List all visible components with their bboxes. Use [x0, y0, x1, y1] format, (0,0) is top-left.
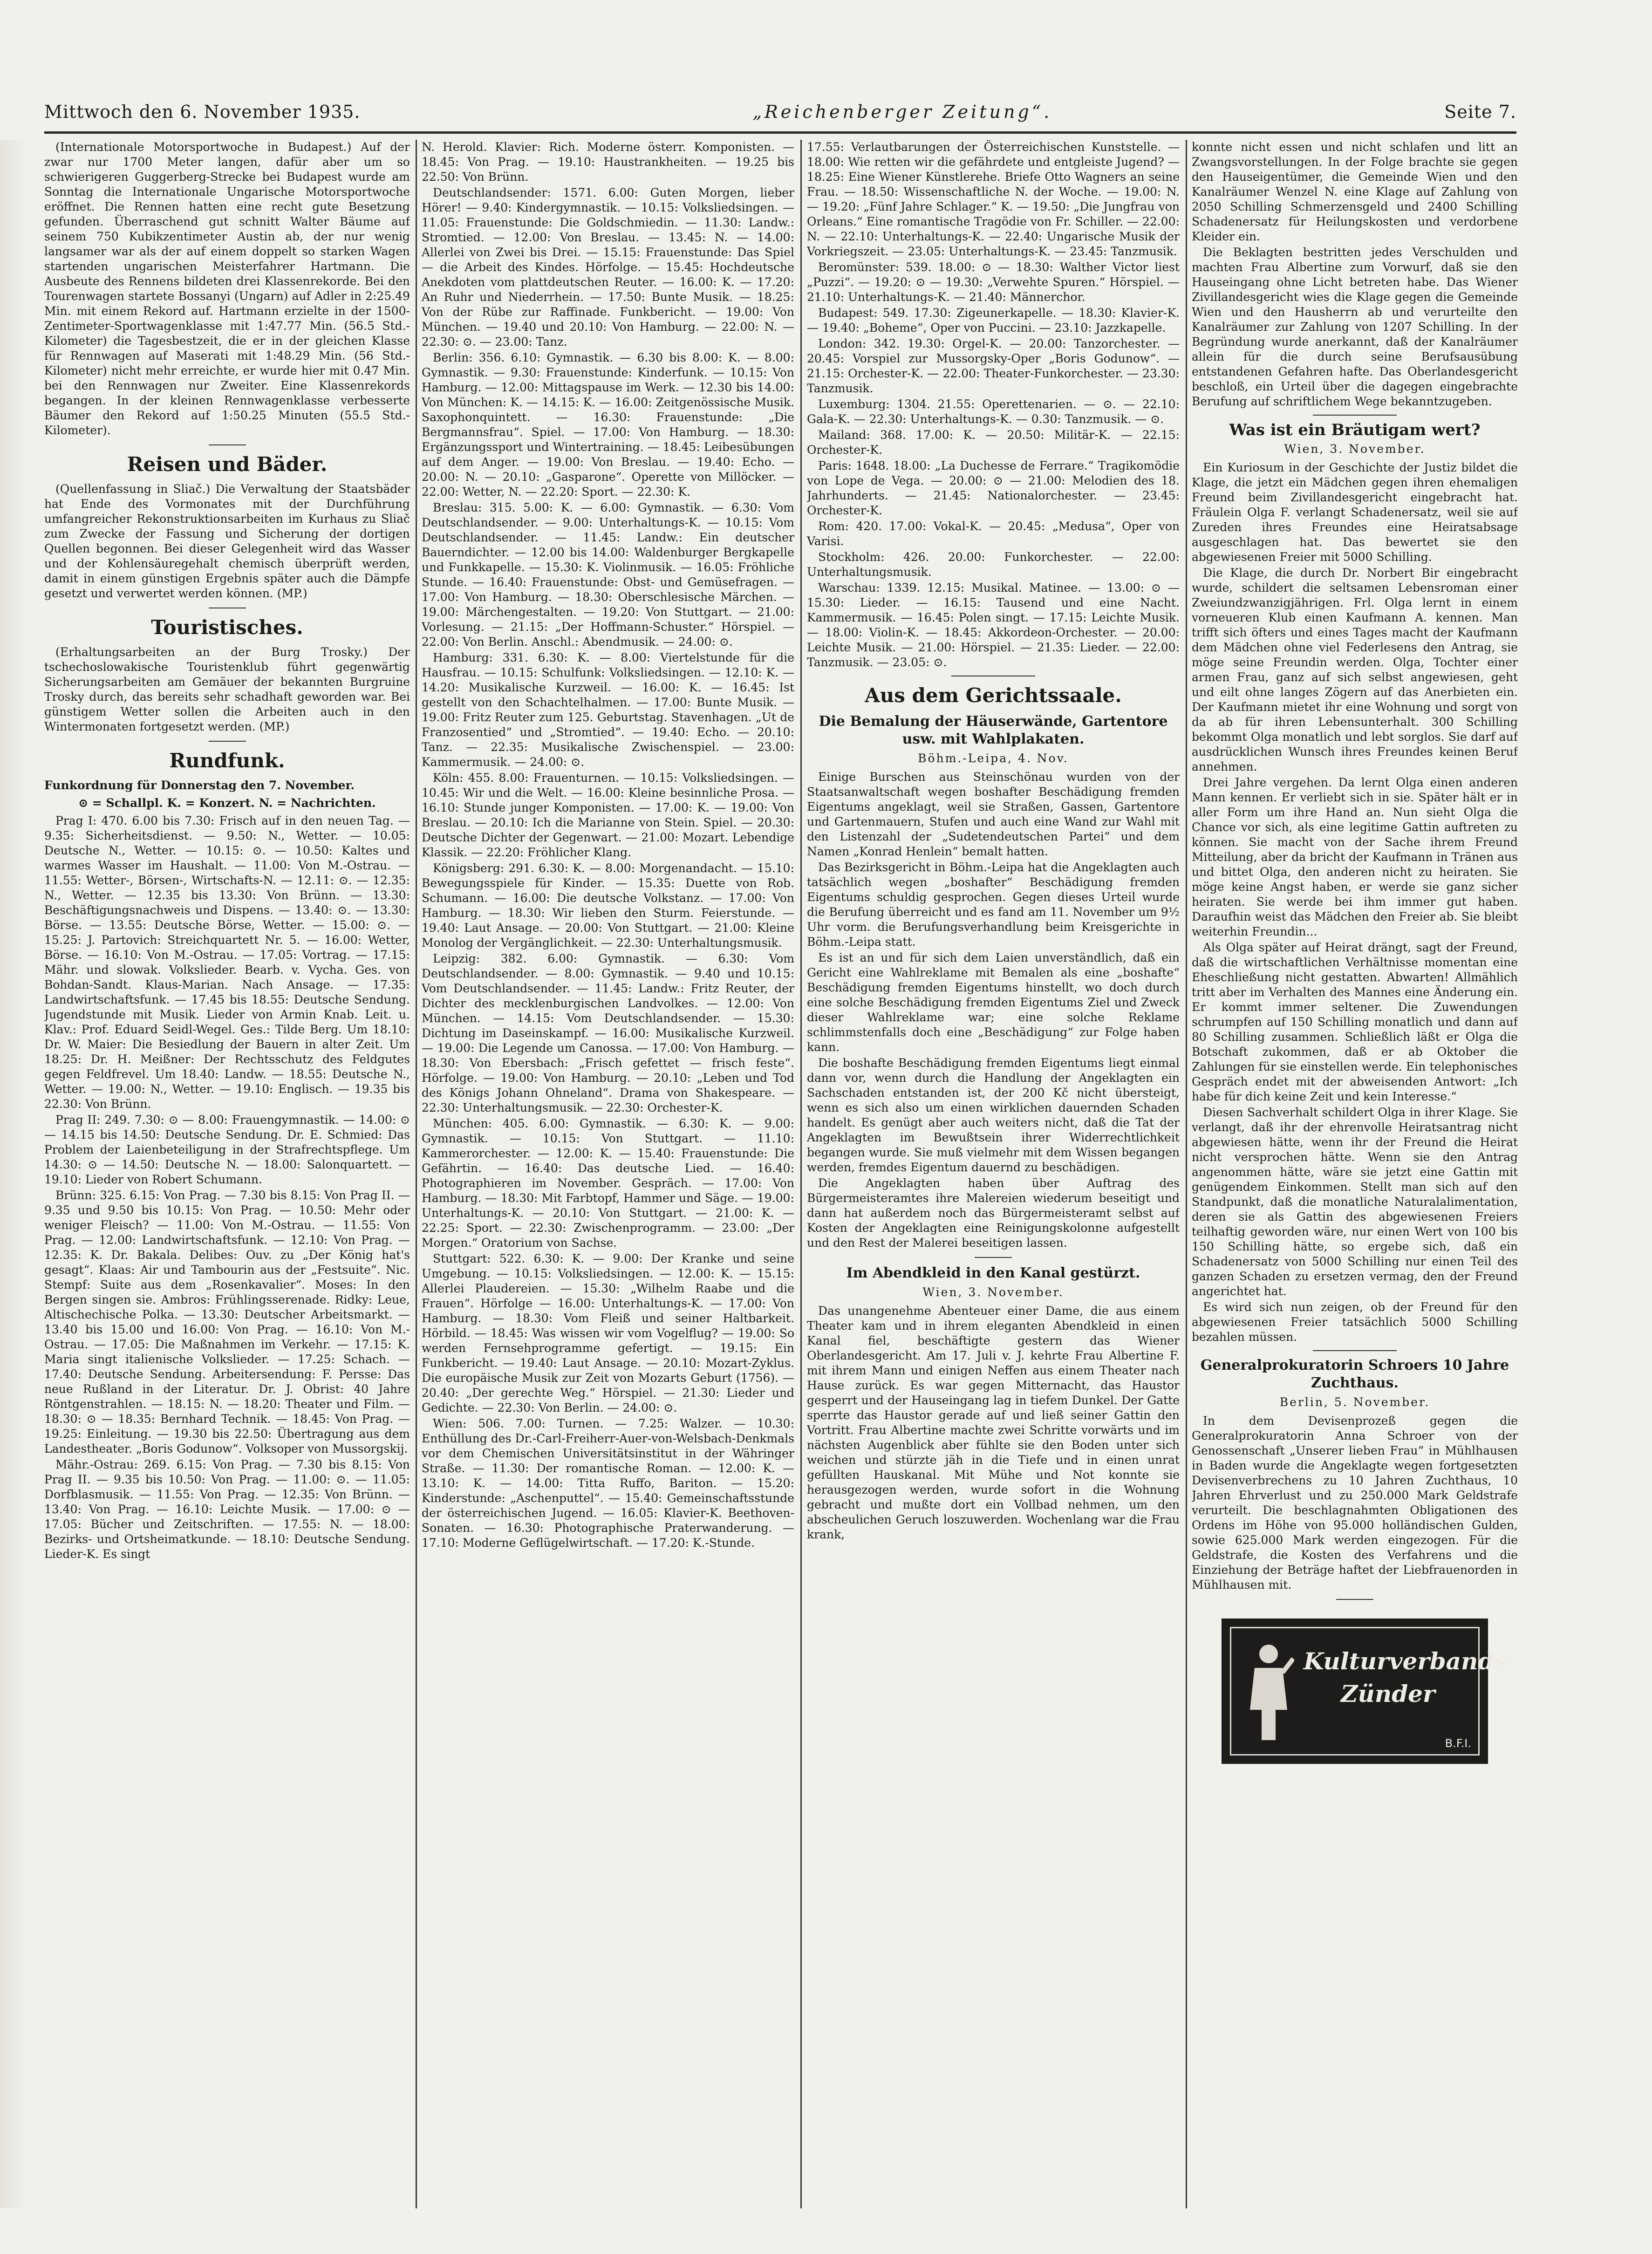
station-prag-2: Prag II: 249. 7.30: ⊙ — 8.00: Frauengymnastik. — 14.00: ⊙ — 14.15 bis 14.50: Deutsche Sendung. Dr. E. Schmied: Das Problem der Laienbeteiligung in der Strafrechtspflege. Um 14.30: ⊙ — 14.50: Deutsche N. — 18.00: Salonquartett. — 19.10: Lieder von Robert Schumann. [44, 1113, 410, 1186]
station-muenchen: München: 405. 6.00: Gymnastik. — 6.30: K. — 9.00: Gymnastik. — 10.15: Von Stuttgart. — 11.10: Kammerorchester. — 12.00: K. — 15.40: Frauenstunde: Die Gefährtin. — 16.40: Das deutsche Lied. — 16.40: Photographieren im November. Gespräch. — 17.00: Von Hamburg. — 18.30: Mit Farbtopf, Hammer und Säge. — 19.00: Unterhaltungs-K. — 20.10: Von Stuttgart. — 21.00: K. — 22.25: Sport. — 22.30: Zwischenprogramm. — 23.00: „Der Morgen.“ Oratorium von Sachse. [422, 1117, 794, 1250]
section-title-rundfunk: Rundfunk. [169, 749, 285, 772]
column-rule [416, 140, 417, 2208]
column-2 [422, 140, 794, 2208]
header-rule [44, 131, 1516, 134]
section-title-gerichtssaale: Aus dem Gerichtssaale. [865, 684, 1122, 707]
article-braeutigam-5: Diesen Sachverhalt schildert Olga in ihrer Klage. Sie verlangt, daß ihr der ehrenvolle Heiratsantrag nicht abgewiesen hätte, wenn ihr der Freund die Heirat nicht versprochen hätte. Wenn sie den Antrag angenommen hätte, wäre sie jetzt eine Gattin mit genügendem Einkommen. Stellt man sich auf den Standpunkt, daß die monatliche Naturalalimentation, deren sie als Gattin des abgewiesenen Freiers teilhaftig geworden wäre, nur einen Wert von 100 bis 150 Schilling hätte, so ergebe sich, daß ein Schadenersatz von 5000 Schilling nur einen Teil des ganzen Schaden zu ersetzen vermag, den der Freund angerichtet hat. [1192, 1106, 1518, 1298]
station-prag-1: Prag I: 470. 6.00 bis 7.30: Frisch auf in den neuen Tag. — 9.35: Sicherheitsdienst. — 9.50: N., Wetter. — 10.05: Deutsche N., Wetter. — 10.15: ⊙. — 10.50: Kaltes und warmes Wasser im Haushalt. — 11.00: Von M.-Ostrau. — 11.55: Wetter-, Börsen-, Wirtschafts-N. — 12.11: ⊙. — 12.35: N., Wetter. — 12.35 bis 13.30: Von Brünn. — 13.30: Beschäftigungsnachweis und Dispens. — 13.40: ⊙. — 13.30: Börse. — 13.55: Deutsche Börse, Wetter. — 15.00: ⊙. — 15.25: J. Partovich: Streichquartett Nr. 5. — 16.00: Wetter, Börse. — 16.10: Von M.-Ostrau. — 17.05: Vortrag. — 17.15: Mähr. und slowak. Volkslieder. Bearb. v. Vycha. Ges. von Bohdan-Sandt. Klaus-Marian. Nach Ansage. — 17.35: Landwirtschaftsfunk. — 17.45 bis 18.55: Deutsche Sendung. Jugendstunde mit Musik. Lieder von Armin Knab. Leit. u. Klav.: Prof. Eduard Seidl-Wegel. Ges.: Tilde Berg. Um 18.10: Dr. W. Maier: Die Besiedlung der Bauern in alter Zeit. Um 18.25: Dr. H. Meißner: Der Rechtsschutz des Feldgutes gegen Feldfrevel. Um 18.40: Landw. — 18.55: Deutsche N., Wetter. — 19.00: N., Wetter. — 19.10: Englisch. — 19.35 bis 22.30: Von Brünn. [44, 814, 410, 1111]
issue-date: Mittwoch den 6. November 1935. [44, 102, 361, 122]
dateline: Wien, 3. November. [922, 1285, 1064, 1299]
station-beromuenster: Beromünster: 539. 18.00: ⊙ — 18.30: Walther Victor liest „Puzzi“. — 19.20: ⊙ — 19.30: „Verwehte Spuren.“ Hörspiel. — 21.10: Unterhaltungs-K. — 21.40: Männerchor. [807, 260, 1180, 304]
funk-legend: ⊙ = Schallpl. K. = Konzert. N. = Nachrichten. [78, 796, 376, 810]
article-bemalung-4: Die boshafte Beschädigung fremden Eigentums liegt einmal dann vor, wenn durch die Handlung der Angeklagten ein Sachschaden entstanden ist, der 200 Kč nicht übersteigt, wenn es sich also um einen wirklichen dauernden Schaden handelt. Es genügt aber auch weiters nicht, daß die Tat der Angeklagten im Bewußtsein ihrer Widerrechtlichkeit begangen wurde. Sie muß vielmehr mit dem Wissen begangen werden, fremdes Eigentum dauernd zu beschädigen. [807, 1056, 1180, 1174]
station-mailand: Mailand: 368. 17.00: K. — 20.50: Militär-K. — 22.15: Orchester-K. [807, 428, 1180, 457]
station-koeln: Köln: 455. 8.00: Frauenturnen. — 10.15: Volksliedsingen. — 10.45: Wir und die Welt. — 16.00: Kleine besinnliche Prosa. — 16.10: Stunde junger Komponisten. — 17.00: K. — 19.00: Von Breslau. — 20.10: Ich die Marianne von Stein. Spiel. — 20.30: Deutsche Dichter der Gegenwart. — 21.00: Mozart. Lebendige Klassik. — 22.20: Fröhlicher Klang. [422, 771, 794, 859]
station-maehr-ostrau-cont: N. Herold. Klavier: Rich. Moderne österr. Komponisten. — 18.45: Von Prag. — 19.10: Haustrankheiten. — 19.25 bis 22.50: Von Brünn. [422, 140, 794, 184]
masthead: „Reichenberger Zeitung“. [752, 102, 1052, 122]
station-stuttgart: Stuttgart: 522. 6.30: K. — 9.00: Der Kranke und seine Umgebung. — 10.15: Volksliedsingen. — 12.00: K. — 15.15: Allerlei Plaudereien. — 15.30: „Wilhelm Raabe und die Frauen“. Hörfolge — 16.00: Unterhaltungs-K. — 17.00: Von Hamburg. — 18.30: Vom Fleiß und seiner Haltbarkeit. Hörbild. — 18.45: Was wissen wir vom Vogelflug? — 19.00: So werden Fernsehprogramme gefertigt. — 19.15: Ein Funkbericht. — 19.40: Laut Ansage. — 20.10: Mozart-Zyklus. Die europäische Musik zur Zeit von Mozarts Geburt (1756). — 20.40: „Der gerechte Weg.“ Hörspiel. — 21.30: Lieder und Gedichte. — 22.30: Von Berlin. — 24.00: ⊙. [422, 1252, 794, 1414]
figure-illustration-icon [1243, 1640, 1294, 1742]
station-rom: Rom: 420. 17.00: Vokal-K. — 20.45: „Medusa“, Oper von Varisi. [807, 519, 1180, 548]
section-title-reisen: Reisen und Bäder. [127, 453, 328, 476]
column-1 [44, 140, 410, 2208]
station-paris: Paris: 1648. 18.00: „La Duchesse de Ferrare.“ Tragikomödie von Lope de Vega. — 20.00: ⊙ — 21.00: Melodien des 18. Jahrhunderts. — 21.45: Nationalorchester. — 23.45: Orchester-K. [807, 459, 1180, 517]
article-schroers: In dem Devisenprozeß gegen die Generalprokuratorin Anna Schroer von der Genossenschaft „Unserer lieben Frau“ in Mühlhausen in Baden wurde die Angeklagte wegen fortgesetzten Devisenverbrechens zu 10 Jahren Zuchthaus, 10 Jahren Ehrverlust und zu 250.000 Mark Geldstrafe verurteilt. Die beschlagnahmten Obligationen des Ordens im Höhe von 95.000 holländischen Gulden, sowie 625.000 Mark werden eingezogen. Für die Geldstrafe, die Kosten des Verfahrens und die Einziehung der Beträge haftet der Liebfrauenorden in Mühlhausen mit. [1192, 1414, 1518, 1591]
headline-bemalung: Die Bemalung der Häuserwände, Gartentore usw. mit Wahlplakaten. [819, 713, 1168, 747]
station-stockholm: Stockholm: 426. 20.00: Funkorchester. — 22.00: Unterhaltungsmusik. [807, 550, 1180, 579]
ad-mark: B.F.I. [1445, 1737, 1471, 1750]
article-braeutigam-6: Es wird sich nun zeigen, ob der Freund für den abgewiesenen Freier tatsächlich 5000 Schilling bezahlen müssen. [1192, 1300, 1518, 1344]
separator [1313, 1350, 1397, 1351]
article-braeutigam-2: Die Klage, die durch Dr. Norbert Bir eingebracht wurde, schildert die seltsamen Lebensroman einer Zweiundzwanzigjährigen. Frl. Olga lernt in einem vorneueren Klub einen Kaufmann A. kennen. Man trifft sich öfters und eines Tages macht der Kaufmann dem Mädchen ohne viel Federlesens den Antrag, sie möge seine Freundin werden. Olga, Tochter einer armen Frau, ganz auf sich selbst angewiesen, geht und eilt ohne langes Zögern auf das Anerbieten ein. Der Kaufmann mietet ihr eine Wohnung und sorgt von da ab für ihren Lebensunterhalt. 300 Schilling bekommt Olga monatlich und lebt sorglos. Sie darf auf ausdrücklichen Wunsch ihres Freundes keinen Beruf annehmen. [1192, 566, 1518, 773]
station-maehr-ostrau: Mähr.-Ostrau: 269. 6.15: Von Prag. — 7.30 bis 8.15: Von Prag II. — 9.35 bis 10.50: Von Prag. — 11.00: ⊙. — 11.05: Dorfblasmusik. — 11.55: Von Prag. — 12.35: Von Brünn. — 13.40: Von Prag. — 16.10: Leichte Musik. — 17.00: ⊙ — 17.05: Bücher und Zeitschriften. — 17.55: N. — 18.00: Bezirks- und Ortsheimatkunde. — 18.10: Deutsche Sendung. Lieder-K. Es singt [44, 1458, 410, 1561]
station-koenigsberg: Königsberg: 291. 6.30: K. — 8.00: Morgenandacht. — 15.10: Bewegungsspiele für Kinder. — 15.35: Duette von Rob. Schumann. — 16.00: Die deutsche Volkstanz. — 17.00: Von Hamburg. — 18.30: Wir lieben den Sturm. Feierstunde. — 19.40: Laut Ansage. — 20.00: Von Stuttgart. — 21.00: Kleine Monolog der Vergänglichkeit. — 22.30: Unterhaltungsmusik. [422, 861, 794, 949]
article-motorsport: (Internationale Motorsportwoche in Budapest.) Auf der zwar nur 1700 Meter langen, dafür aber um so schwierigeren Guggerberg-Strecke bei Budapest wurde am Sonntag die Internationale Ungarische Motorsportwoche eröffnet. Die Rennen hatten eine recht gute Besetzung gefunden. Überraschend gut schnitt Walter Bäume auf seinem 750 Kubikzentimeter Austin ab, der nur wenig langsamer war als der auf einem doppelt so starken Wagen startenden ungarischen Meisterfahrer Hartmann. Die Ausbeute des Rennens bildeten drei Klassenrekorde. Bei den Tourenwagen startete Bossanyi (Ungarn) auf Adler in 2:25.49 Min. mit einem Rekord auf. Hartmann erzielte in der 1500-Zentimeter-Sportwagenklasse mit 1:47.77 Min. (56.5 Std.-Kilometer) die Tagesbestzeit, die er in der gleichen Klasse für Rennwagen auf Maserati mit 1:48.29 Min. (56 Std.-Kilometer) nicht mehr erreichte, er wurde hier mit 0.47 Min. bei den Rennwagen nur Zweiter. Eine Klassenrekords begangen. In der kleinen Rennwagenklasse verbesserte Bäumer den Rekord auf 1:50.25 Minuten (55.5 Std.-Kilometer). [44, 140, 410, 437]
article-braeutigam-3: Drei Jahre vergehen. Da lernt Olga einen anderen Mann kennen. Er verliebt sich in sie. Später hält er in aller Form um ihre Hand an. Nun sieht Olga die Chance vor sich, als eine legitime Gattin auftreten zu können. Sie macht von der Sache ihrem Freund Mitteilung, aber da bricht der Kaufmann in Tränen aus und bittet Olga, den anderen nicht zu heiraten. Sie möge keine Angst haben, er werde sie ganz sicher heiraten. Sie werde bei ihm immer gut haben. Daraufhin weist das Mädchen den Freier ab. Sie bleibt weiterhin Freundin... [1192, 776, 1518, 938]
separator [209, 444, 246, 445]
article-bemalung-1: Einige Burschen aus Steinschönau wurden von der Staatsanwaltschaft wegen boshafter Beschädigung fremden Eigentums angeklagt, weil sie Straßen, Gassen, Gartentore und Gartenmauern, Stufen und auch eine Wand zur Wahl mit den Listenzahl der „Sudetendeutschen Partei“ und dem Namen „Konrad Henlein“ bemalt hatten. [807, 770, 1180, 858]
station-bruenn: Brünn: 325. 6.15: Von Prag. — 7.30 bis 8.15: Von Prag II. — 9.35 und 9.50 bis 10.15: Von Prag. — 10.50: Mehr oder weniger Fleisch? — 11.00: Von M.-Ostrau. — 11.55: Von Prag. — 12.00: Landwirtschaftsfunk. — 12.10: Von Prag. — 12.35: K. Dr. Bakala. Delibes: Ouv. zu „Der König hat's gesagt“. Klaas: Air und Tambourin aus der „Festsuite“. Nic. Stempf: Suite aus dem „Rosenkavalier“. Moses: In den Bergen singen sie. Ambros: Frühlingsserenade. Ridky: Leue, Altischechische Polka. — 13.30: Deutscher Arbeitsmarkt. — 13.40 bis 15.00 und 16.00: Von Prag. — 16.10: Von M.-Ostrau. — 17.05: Die Maßnahmen im Verkehr. — 17.15: K. Maria singt italienische Volkslieder. — 17.25: Schach. — 17.40: Deutsche Sendung. Arbeitersendung: F. Persse: Das neue Rußland in der Literatur. Dr. J. Obrist: 40 Jahre Röntgenstrahlen. — 18.15: N. — 18.20: Theater und Film. — 18.30: ⊙ — 18.35: Bernhard Technik. — 18.45: Von Prag. — 19.25: Einleitung. — 19.30 bis 22.50: Übertragung aus dem Landestheater. „Boris Godunow“. Volksoper von Mussorgskij. [44, 1188, 410, 1455]
article-braeutigam-4: Als Olga später auf Heirat drängt, sagt der Freund, daß die wirtschaftlichen Verhältnisse momentan eine Eheschließung nicht gestatten. Abwarten! Allmählich tritt aber im Verhalten des Mannes eine Änderung ein. Er kommt immer seltener. Die Zuwendungen schrumpfen auf 150 Schilling monatlich und dann auf 80 Schilling zusammen. Schließlich läßt er Olga die Botschaft zukommen, daß er ab Oktober die Zahlungen für sie einstellen werde. Ein telephonisches Gespräch endet mit der abweisenden Antwort: „Ich habe für dich keine Zeit und kein Interesse.“ [1192, 941, 1518, 1103]
dateline: Böhm.-Leipa, 4. Nov. [918, 751, 1069, 765]
separator [975, 1257, 1012, 1258]
dateline: Wien, 3. November. [1284, 442, 1426, 456]
station-wien: Wien: 506. 7.00: Turnen. — 7.25: Walzer. — 10.30: Enthüllung des Dr.-Carl-Freiherr-Auer-von-Welsbach-Denkmals vor dem Chemischen Universitätsinstitut in der Währinger Straße. — 11.30: Der romantische Roman. — 12.00: K. — 13.10: K. — 14.00: Titta Ruffo, Bariton. — 15.20: Kinderstunde: „Aschenputtel“. — 15.40: Gemeinschaftsstunde der österreichischen Jugend. — 16.05: Klavier-K. Beethoven-Sonaten. — 16.30: Photographische Praterwanderung. — 17.10: Moderne Geflügelwirtschaft. — 17.20: K.-Stunde. [422, 1417, 794, 1550]
separator [1313, 415, 1397, 416]
station-berlin: Berlin: 356. 6.10: Gymnastik. — 6.30 bis 8.00: K. — 8.00: Gymnastik. — 9.30: Frauenstunde: Kinderfunk. — 10.15: Von Hamburg. — 12.00: Mittagspause im Werk. — 12.30 bis 14.00: Von München: K. — 14.15: K. — 16.00: Zeitgenössische Musik. Saxophonquintett. — 16.30: Frauenstunde: „Die Bergmannsfrau“. Spiel. — 17.00: Von Hamburg. — 18.30: Ergänzungssport und Wintertraining. — 18.45: Leibesübungen auf dem Anger. — 19.00: Von Breslau. — 19.40: Echo. — 20.00: N. — 20.10: „Gasparone“. Operette von Millöcker. — 22.00: Wetter, N. — 22.20: Sport. — 22.30: K. [422, 351, 794, 499]
ad-subheadline: Zünder [1341, 1680, 1435, 1708]
article-sliac: (Quellenfassung in Sliač.) Die Verwaltung der Staatsbäder hat Ende des Vormonates mit der Durchführung umfangreicher Rekonstruktionsarbeiten im Kurhaus zu Sliač zum Zwecke der Fassung und Sicherung der dortigen Quellen begonnen. Bei dieser Gelegenheit wird das Wasser und der Kohlensäuregehalt chemisch überprüft werden, damit in einem günstigen Ergebnis später auch die Dämpfe gesetzt und verwertet werden können. (MP.) [44, 482, 410, 600]
separator [1336, 1599, 1373, 1600]
article-braeutigam-1: Ein Kuriosum in der Geschichte der Justiz bildet die Klage, die jetzt ein Mädchen gegen ihren ehemaligen Freund beim Zivillandesgericht eingebracht hat. Fräulein Olga F. verlangt Schadenersatz, weil sie auf Zureden ihres Freundes eine Heiratsabsage ausgeschlagen hat. Das bewertet sie den abgewiesenen Freier mit 5000 Schilling. [1192, 461, 1518, 564]
station-leipzig: Leipzig: 382. 6.00: Gymnastik. — 6.30: Vom Deutschlandsender. — 8.00: Gymnastik. — 9.40 und 10.15: Vom Deutschlandsender. — 11.45: Landw.: Fritz Reuter, der Dichter des mecklenburgischen Landvolkes. — 12.00: Von München. — 14.15: Vom Deutschlandsender. — 15.30: Dichtung im Daseinskampf. — 16.00: Musikalische Kurzweil. — 19.00: Die Legende um Canossa. — 17.00: Von Hamburg. — 18.30: Von Ebersbach: „Frisch gefettet — frisch feste“. Hörfolge. — 19.00: Von Hamburg. — 20.10: „Leben und Tod des Königs Johann Ohneland“. Drama von Shakespeare. — 22.30: Unterhaltungsmusik. — 22.30: Orchester-K. [422, 952, 794, 1114]
article-trosky: (Erhaltungsarbeiten an der Burg Trosky.) Der tschechoslowakische Touristenklub führt gegenwärtig Sicherungsarbeiten am Gemäuer der bekannten Burgruine Trosky durch, das bereits sehr schadhaft geworden war. Bei günstigem Wetter sollen die Arbeiten auch in den Wintermonaten fortgesetzt werden. (MP.) [44, 645, 410, 733]
article-bemalung-5: Die Angeklagten haben über Auftrag des Bürgermeisteramtes ihre Malereien wiederum beseitigt und dann hat außerdem noch das Bürgermeisteramt selbst auf Kosten der Angeklagten eine Reinigungskolonne aufgestellt und den Rest der Malerei beseitigen lassen. [807, 1176, 1180, 1250]
ad-headline: Kulturverbands- [1304, 1647, 1517, 1675]
dateline: Berlin, 5. November. [1279, 1395, 1430, 1409]
station-wien-cont: 17.55: Verlautbarungen der Österreichischen Kunststelle. — 18.00: Wie retten wir die gefährdete und entgleiste Jugend? — 18.25: Eine Wiener Künstlerehe. Briefe Otto Wagners an seine Frau. — 18.50: Wissenschaftliche N. der Woche. — 19.00: N. — 19.20: „Fünf Jahre Schlager.“ K. — 19.50: „Die Jungfrau von Orleans.“ Eine romantische Tragödie von Fr. Schiller. — 22.00: N. — 22.10: Unterhaltungs-K. — 22.40: Ungarische Musik der Vorkriegszeit. — 23.05: Unterhaltungs-K. — 23.45: Tanzmusik. [807, 140, 1180, 258]
column-3 [807, 140, 1180, 2208]
headline-schroers: Generalprokuratorin Schroers 10 Jahre Zuchthaus. [1200, 1357, 1509, 1391]
article-abendkleid-cont-1: konnte nicht essen und nicht schlafen und litt an Zwangsvorstellungen. In der Folge brachte sie gegen den Hauseigentümer, die Gemeinde Wien und den Kanalräumer Wenzel N. eine Klage auf Zahlung von 2050 Schilling Schmerzensgeld und 2400 Schilling Schadenersatz für Heilungskosten und verdorbene Kleider ein. [1192, 140, 1518, 243]
station-deutschlandsender: Deutschlandsender: 1571. 6.00: Guten Morgen, lieber Hörer! — 9.40: Kindergymnastik. — 10.15: Volksliedsingen. — 11.05: Frauenstunde: Die Goldschmiedin. — 11.30: Landw.: Stromtied. — 12.00: Von Breslau. — 13.45: N. — 14.00: Allerlei von Zwei bis Drei. — 15.15: Frauenstunde: Das Spiel — die Arbeit des Kindes. Hörfolge. — 15.45: Hochdeutsche Anekdoten vom plattdeutschen Reuter. — 16.00: K. — 17.20: An Ruhr und Niederrhein. — 17.50: Bunte Musik. — 18.25: Von der Rübe zur Raffinade. Funkbericht. — 19.00: Von München. — 19.40 und 20.10: Von Hamburg. — 22.00: N. — 22.30: ⊙. — 23.00: Tanz. [422, 186, 794, 348]
article-abendkleid: Das unangenehme Abenteuer einer Dame, die aus einem Theater kam und in ihrem eleganten Abendkleid in einen Kanal fiel, beschäftigte gestern das Wiener Oberlandesgericht. Am 17. Juli v. J. kehrte Frau Albertine F. mit ihrem Mann und einigen Neffen aus einem Theater nach Hause zurück. Es war gegen Mitternacht, das Haustor gesperrt und der Hauseingang lag in tiefem Dunkel. Der Gatte sperrte das Haustor gerade auf und ließ seiner Gattin den Vortritt. Frau Albertine machte zwei Schritte vorwärts und im nächsten Augenblick aber fühlte sie den Boden unter sich weichen und stürzte jäh in die Tiefe und in einen unrat gefüllten Hauskanal. Mit Mühe und Not konnte sie herausgezogen werden, wurde sofort in die Wohnung gebracht und mußte dort ein Vollbad nehmen, um den abscheulichen Geruch loszuwerden. Wochenlang war die Frau krank, [807, 1304, 1180, 1541]
page-header [44, 98, 1516, 126]
section-title-touristisches: Touristisches. [151, 616, 303, 639]
article-abendkleid-cont-2: Die Beklagten bestritten jedes Verschulden und machten Frau Albertine zum Vorwurf, daß sie den Hauseingang ohne Licht betreten habe. Das Wiener Zivillandesgericht wies die Klage gegen die Gemeinde Wien und den Hausherrn ab und verurteilte den Kanalräumer zur Zahlung von 1207 Schilling. In der Begründung wurde anerkannt, daß der Kanalräumer allein für die durch seine Berufsausübung entstandenen Gefahren hafte. Das Oberlandesgericht beschloß, ein Urteil über die dagegen eingebrachte Berufung auf schriftlichem Wege bekanntzugeben. [1192, 246, 1518, 408]
separator [209, 741, 246, 742]
station-warschau: Warschau: 1339. 12.15: Musikal. Matinee. — 13.00: ⊙ — 15.30: Lieder. — 16.15: Tausend und eine Nacht. Kammermusik. — 16.45: Polen singt. — 17.15: Leichte Musik. — 18.00: Violin-K. — 18.45: Akkordeon-Orchester. — 20.00: Leichte Musik. — 21.00: Hörspiel. — 21.35: Lieder. — 22.00: Tanzmusik. — 23.05: ⊙. [807, 581, 1180, 669]
station-london: London: 342. 19.30: Orgel-K. — 20.00: Tanzorchester. — 20.45: Vorspiel zur Mussorgsky-Oper „Boris Godunow“. — 21.15: Orchester-K. — 22.00: Theater-Funkorchester. — 23.30: Tanzmusik. [807, 337, 1180, 395]
article-bemalung-3: Es ist an und für sich dem Laien unverständlich, daß ein Gericht eine Wahlreklame mit Bemalen als eine „boshafte“ Beschädigung fremden Eigentums hinstellt, wo doch durch eine solche Beschädigung fremden Eigentums Ziel und Zweck dieser Wahlreklame war; eine solche Reklame schlimmstenfalls doch eine „Beschädigung“ zur Folge haben kann. [807, 951, 1180, 1054]
advertisement-kulturverband [1222, 1619, 1517, 1764]
station-luxemburg: Luxemburg: 1304. 21.55: Operettenarien. — ⊙. — 22.10: Gala-K. — 22.30: Unterhaltungs-K. — 0.30: Tanzmusik. — ⊙. [807, 397, 1180, 426]
headline-abendkleid: Im Abendkleid in den Kanal gestürzt. [846, 1265, 1140, 1281]
page-edge-shadow [0, 140, 26, 2208]
headline-braeutigam: Was ist ein Bräutigam wert? [1229, 421, 1481, 439]
station-budapest: Budapest: 549. 17.30: Zigeunerkapelle. — 18.30: Klavier-K. — 19.40: „Boheme“, Oper von Puccini. — 23.10: Jazzkapelle. [807, 306, 1180, 335]
station-hamburg: Hamburg: 331. 6.30: K. — 8.00: Viertelstunde für die Hausfrau. — 10.15: Schulfunk: Volksliedsingen. — 12.10: K. — 14.20: Musikalische Kurzweil. — 16.00: K. — 16.45: Ist gestellt von den Schachtelhalmen. — 17.00: Bunte Musik. — 19.00: Fritz Reuter zum 125. Geburtstag. Stavenhagen. „Ut de Franzosentied“ und „Stromtied“. — 19.40: Echo. — 20.10: Tanz. — 22.35: Musikalische Zwischenspiel. — 23.00: Kammermusik. — 24.00: ⊙. [422, 651, 794, 769]
page-number: Seite 7. [1444, 102, 1516, 122]
funk-heading: Funkordnung für Donnerstag den 7. November. [44, 779, 355, 792]
article-bemalung-2: Das Bezirksgericht in Böhm.-Leipa hat die Angeklagten auch tatsächlich wegen „boshafter“ Beschädigung fremden Eigentums schuldig gesprochen. Gegen dieses Urteil wurde die Berufung überreicht und es fand am 11. November um 9½ Uhr vorm. die Berufungsverhandlung beim Kreisgerichte in Böhm.-Leipa statt. [807, 861, 1180, 949]
column-rule [1186, 140, 1187, 2208]
column-4 [1192, 140, 1518, 2208]
station-breslau: Breslau: 315. 5.00: K. — 6.00: Gymnastik. — 6.30: Vom Deutschlandsender. — 9.00: Unterhaltungs-K. — 10.15: Vom Deutschlandsender. — 11.45: Landw.: Ein deutscher Bauerndichter. — 12.00 bis 14.00: Waldenburger Bergkapelle und Funkkapelle. — 15.30: K. Violinmusik. — 16.05: Fröhliche Stunde. — 16.40: Frauenstunde: Obst- und Gemüsefragen. — 17.00: Von Hamburg. — 18.30: Oberschlesische Märchen. — 19.00: Märchengestalten. — 19.20: Von Stuttgart. — 21.00: Vorlesung. — 21.15: „Der Hoffmann-Schuster.“ Hörspiel. — 22.00: Von Berlin. Anschl.: Abendmusik. — 24.00: ⊙. [422, 501, 794, 649]
column-rule [800, 140, 802, 2208]
